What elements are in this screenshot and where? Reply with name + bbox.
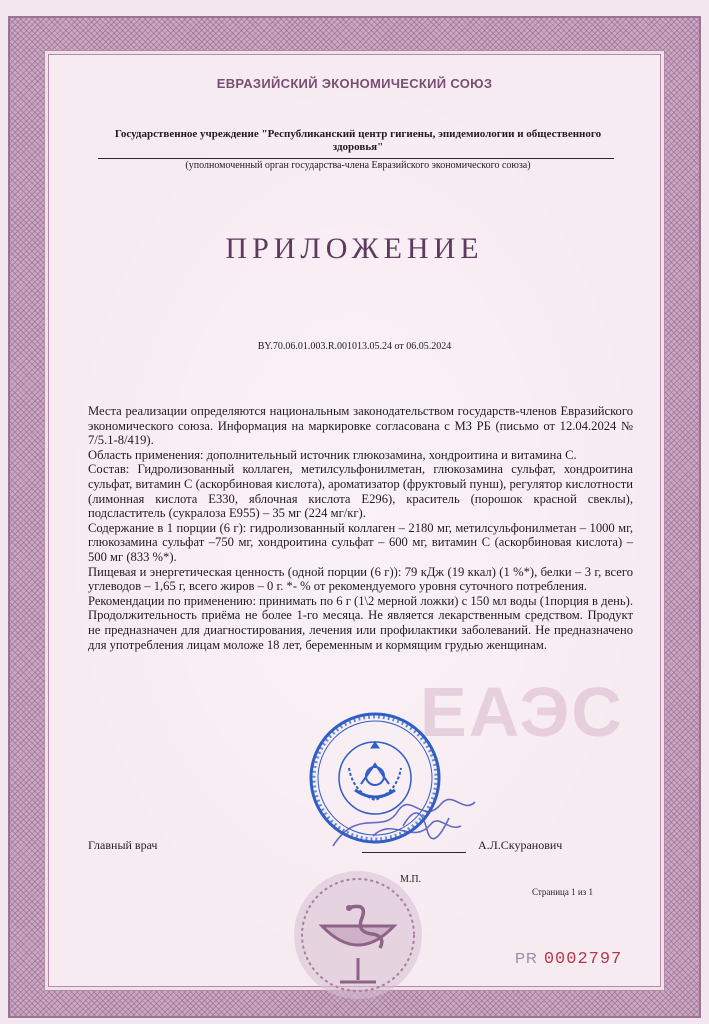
document-number: BY.70.06.01.003.R.001013.05.24 от 06.05.2024 [257, 341, 452, 352]
org-line-1: Государственное учреждение "Республиканский центр гигиены, эпидемиологии и общественного [114, 128, 602, 140]
org-underline [98, 158, 614, 159]
official-seal-icon [303, 706, 479, 868]
body-paragraph-composition: Состав: Гидролизованный коллаген, метилсульфонилметан, глюкозамина сульфат, хондроитина сульфат, витамин С (аскорбиновая кислота), ароматизатор (фруктовый пунш), регулятор кислотности (лимонная кислота Е330, яблочная кислота Е296), краситель (порошок красной свеклы), подсластитель (сукралоза Е955) – 35 мг (224 мг/кг). [88, 462, 633, 521]
position-label: Главный врач [88, 838, 158, 852]
org-line-2: здоровья" [332, 141, 384, 153]
serial-digits: 0002797 [543, 950, 623, 969]
signer-name: А.Л.Скуранович [478, 838, 563, 852]
body-paragraph-sales: Места реализации определяются национальным законодательством государств-членов Евразийского экономического союза. Информация на маркировке согласована с МЗ РБ (письмо от 12.04.2024 № 7/5.1-8/419). [88, 404, 633, 448]
body-paragraph-content: Содержание в 1 порции (6 г): гидролизованный коллаген – 2180 мг, метилсульфонилметан – 1000 мг, глюкозамина сульфат –750 мг, хондроитина сульфат – 600 мг, витамин С (аскорбиновая кислота) – 500 мг (833 %*). [88, 520, 633, 564]
body-paragraph-scope: Область применения: дополнительный источник глюкозамина, хондроитина и витамина С. [88, 447, 577, 462]
org-note: (уполномоченный орган государства-члена Евразийского экономического союза) [185, 160, 531, 171]
issuing-organization [96, 128, 620, 154]
page-title: ПРИЛОЖЕНИЕ [225, 232, 484, 265]
document-body [88, 404, 633, 652]
serial-prefix: PR [515, 950, 538, 967]
signature-line [362, 852, 466, 853]
serial-number [515, 950, 622, 969]
body-paragraph-recommendations: Рекомендации по применению: принимать по 6 г (1\2 мерной ложки) с 150 мл воды (1порция в день). Продолжительность приёма не более 1-го месяца. Не является лекарственным средством. Продукт не предназначен для диагностирования, лечения или профилактики заболеваний. Не предназначено для употребления лицам моложе 18 лет, беременным и кормящим грудью женщинам. [88, 593, 633, 652]
eaeu-watermark: ЕАЭС [420, 673, 624, 751]
body-paragraph-nutrition: Пищевая и энергетическая ценность (одной порции (6 г)): 79 кДж (19 ккал) (1 %*), белки – 3 г, всего углеводов – 1,65 г, всего жиров – 0 г. *- % от рекомендуемого уровня суточного потребления. [88, 564, 633, 594]
stamp-place-label: М.П. [400, 874, 422, 885]
union-heading: ЕВРАЗИЙСКИЙ ЭКОНОМИЧЕСКИЙ СОЮЗ [216, 76, 493, 91]
medical-emblem-icon [288, 868, 428, 1002]
page-number: Страница 1 из 1 [532, 887, 593, 897]
